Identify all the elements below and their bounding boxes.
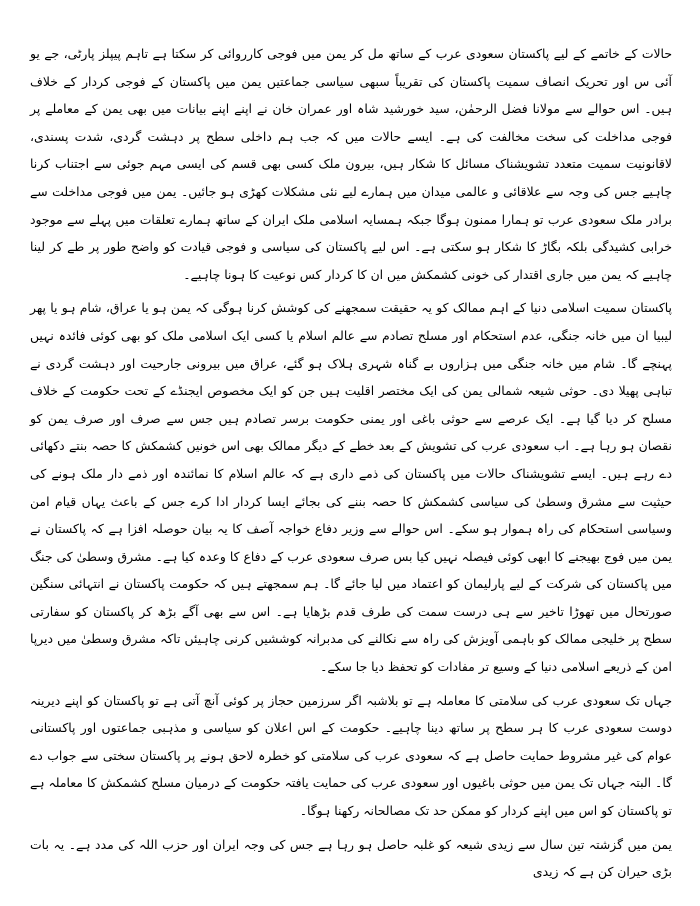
paragraph-1: حالات کے خاتمے کے لیے پاکستان سعودی عرب کے ساتھ مل کر یمن میں فوجی کارروائی کر سکتا ہے تاہم پیپلز پارٹی، جے یو آئی س اور تحریک انصاف سمیت پاکستان کی تقریباً سبھی سیاسی جماعتیں یمن میں پاکستان کے فوجی کردار کے خلاف ہیں۔ اس حوالے سے مولانا فضل الرحمٰن، سید خورشید شاہ اور عمران خان نے اپنے اپنے بیانات میں بھی یمن کے معاملے پر فوجی مداخلت کی سخت مخالفت کی ہے۔ ایسے حالات میں کہ جب ہم داخلی سطح پر دہشت گردی، شدت پسندی، لاقانونیت سمیت متعدد تشویشناک مسائل کا شکار ہیں، بیرون ملک کسی بھی قسم کی ایسی مہم جوئی سے اجتناب کرنا چاہیے جس کی وجہ سے علاقائی و عالمی میدان میں ہمارے لیے نئی مشکلات کھڑی ہو جائیں۔ یمن میں فوجی مداخلت سے برادر ملک سعودی عرب تو ہمارا ممنون ہوگا جبکہ ہمسایہ اسلامی ملک ایران کے ساتھ ہمارے تعلقات میں پہلے سے موجود خرابی کشیدگی بلکہ بگاڑ کا شکار ہو سکتی ہے۔ اس لیے پاکستان کی سیاسی و فوجی قیادت کو واضح طور پر طے کر لینا چاہیے کہ یمن میں جاری اقتدار کی خونی کشمکش میں ان کا کردار کس نوعیت کا ہونا چاہیے۔ (30, 46, 672, 282)
paragraph-2: پاکستان سمیت اسلامی دنیا کے اہم ممالک کو یہ حقیقت سمجھنے کی کوشش کرنا ہوگی کہ یمن ہو یا عراق، شام ہو یا پھر لیبیا ان میں خانہ جنگی، عدم استحکام اور مسلح تصادم سے عالم اسلام یا کسی ایک اسلامی ملک کو بھی کوئی فائدہ نہیں پہنچے گا۔ شام میں خانہ جنگی میں ہزاروں بے گناہ شہری ہلاک ہو گئے، عراق میں بیرونی جارحیت اور دہشت گردی نے تباہی پھیلا دی۔ حوثی شیعہ شمالی یمن کی ایک مختصر اقلیت ہیں جن کو ایک مخصوص ایجنڈے کے تحت حکومت کے خلاف مسلح کر دیا گیا ہے۔ ایک عرصے سے حوثی باغی اور یمنی حکومت برسر تصادم ہیں جس سے صرف اور صرف یمن کو نقصان ہو رہا ہے۔ اب سعودی عرب کی تشویش کے بعد خطے کے دیگر ممالک بھی اس خونیں کشمکش کا حصہ بنتے دکھائی دے رہے ہیں۔ ایسے تشویشناک حالات میں پاکستان کی ذمے داری ہے کہ عالم اسلام کا نمائندہ اور ذمے دار ملک ہونے کی حیثیت سے مشرق وسطیٰ کی سیاسی کشمکش کا حصہ بننے کی بجائے ایسا کردار ادا کرے جس کے باعث یہاں قیام امن وسیاسی استحکام کی راہ ہموار ہو سکے۔ اس حوالے سے وزیر دفاع خواجہ آصف کا یہ بیان حوصلہ افزا ہے کہ پاکستان نے یمن میں فوج بھیجنے کا ابھی کوئی فیصلہ نہیں کیا بس صرف سعودی عرب کے دفاع کا وعدہ کیا ہے۔ مشرق وسطیٰ کی جنگ میں پاکستان کی شرکت کے لیے پارلیمان کو اعتماد میں لیا جائے گا۔ ہم سمجھتے ہیں کہ حکومت پاکستان نے انتہائی سنگین صورتحال میں تھوڑا تاخیر سے ہی درست سمت کی طرف قدم بڑھایا ہے۔ اس سے بھی آگے بڑھ کر پاکستان کو سفارتی سطح پر خلیجی ممالک کو باہمی آویزش کی راہ سے نکالنے کی مدبرانہ کوششیں کرنی چاہیئں تاکہ مشرق وسطیٰ میں دیرپا امن کے ذریعے اسلامی دنیا کے وسیع تر مفادات کو تحفظ دیا جا سکے۔ (30, 300, 672, 675)
paragraph-4: یمن میں گزشتہ تین سال سے زیدی شیعہ کو غلبہ حاصل ہو رہا ہے جس کی وجہ ایران اور حزب اللہ کی مدد ہے۔ یہ بات بڑی حیران کن ہے کہ زیدی (30, 836, 672, 880)
paragraph-3: جہاں تک سعودی عرب کی سلامتی کا معاملہ ہے تو بلاشبہ اگر سرزمین حجاز پر کوئی آنچ آتی ہے تو پاکستان کو اپنے دیرینہ دوست سعودی عرب کا ہر سطح پر ساتھ دینا چاہیے۔ حکومت کے اس اعلان کو سیاسی و مذہبی جماعتوں اور پاکستانی عوام کی غیر مشروط حمایت حاصل ہے کہ سعودی عرب کی سلامتی کو خطرہ لاحق ہونے پر پاکستان سختی سے جواب دے گا۔ البتہ جہاں تک یمن میں حوثی باغیوں اور سعودی عرب کی حمایت یافتہ حکومت کے درمیان مسلح کشمکش کا معاملہ ہے تو پاکستان کو اس میں اپنے کردار کو ممکن حد تک مصالحانہ رکھنا ہوگا۔ (30, 692, 672, 819)
article-body (30, 40, 672, 886)
